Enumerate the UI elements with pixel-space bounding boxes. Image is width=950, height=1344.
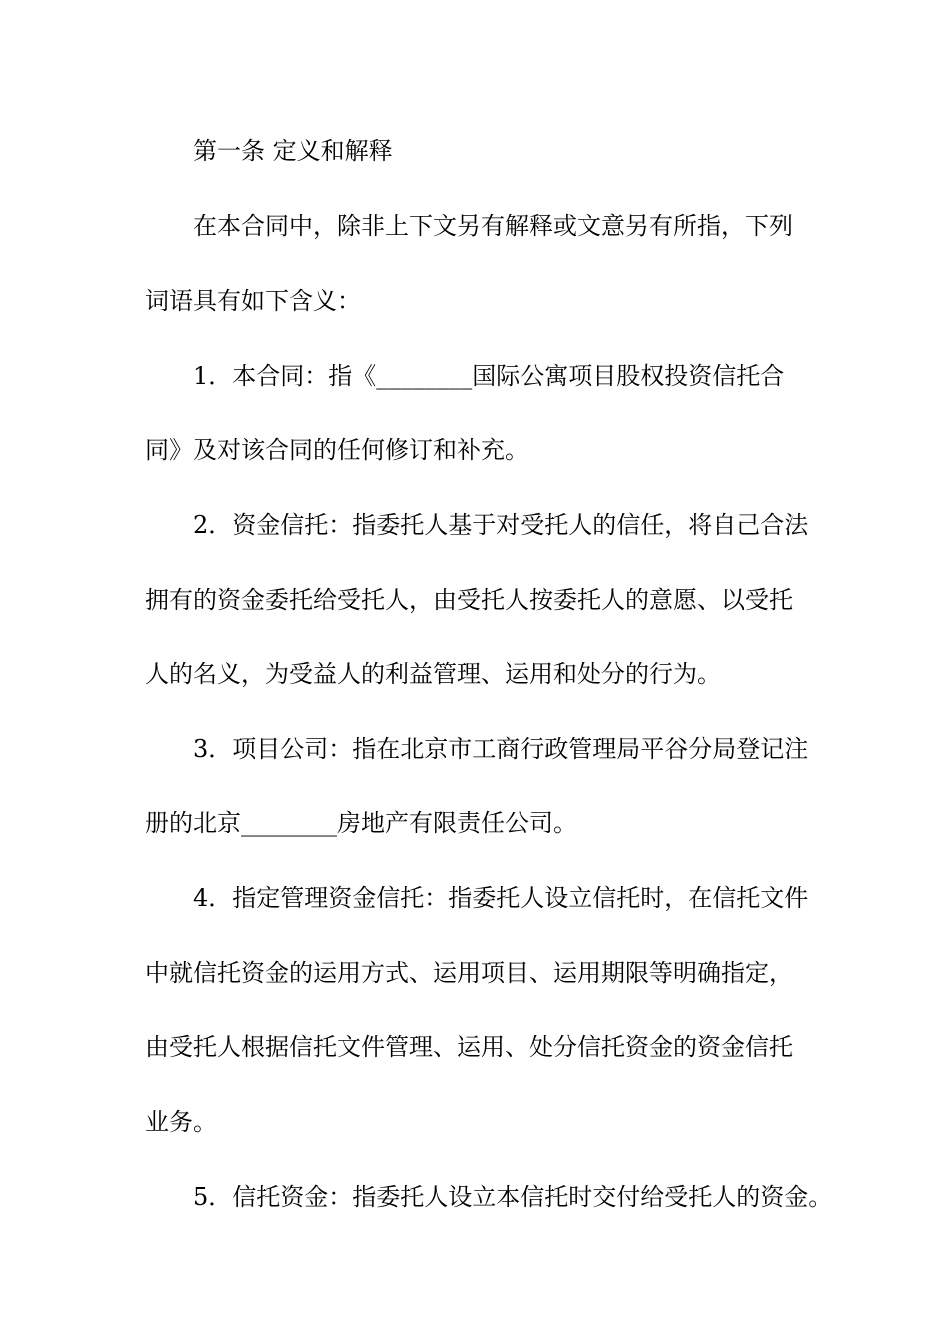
paragraph-line: 词语具有如下含义： bbox=[145, 287, 361, 315]
definition-2-line: 人的名义，为受益人的利益管理、运用和处分的行为。 bbox=[145, 660, 721, 688]
article-heading: 第一条 定义和解释 bbox=[193, 137, 393, 165]
paragraph-line: 在本合同中，除非上下文另有解释或文意另有所指，下列 bbox=[193, 212, 793, 240]
definition-4-line: 由受托人根据信托文件管理、运用、处分信托资金的资金信托 bbox=[145, 1033, 793, 1061]
definition-1-line: 同》及对该合同的任何修订和补充。 bbox=[145, 436, 529, 464]
definition-5-line: 5．信托资金：指委托人设立本信托时交付给受托人的资金。 bbox=[193, 1183, 833, 1211]
definition-3-line: 3．项目公司：指在北京市工商行政管理局平谷分局登记注 bbox=[193, 735, 809, 763]
definition-3-line: 册的北京________房地产有限责任公司。 bbox=[145, 809, 577, 837]
definition-4-line: 中就信托资金的运用方式、运用项目、运用期限等明确指定， bbox=[145, 959, 793, 987]
definition-2-line: 2．资金信托：指委托人基于对受托人的信任，将自己合法 bbox=[193, 511, 809, 539]
definition-4-line: 4．指定管理资金信托：指委托人设立信托时，在信托文件 bbox=[193, 884, 809, 912]
definition-2-line: 拥有的资金委托给受托人，由受托人按委托人的意愿、以受托 bbox=[145, 586, 793, 614]
definition-1-line: 1．本合同：指《________国际公寓项目股权投资信托合 bbox=[193, 362, 785, 390]
definition-4-line: 业务。 bbox=[145, 1108, 217, 1136]
